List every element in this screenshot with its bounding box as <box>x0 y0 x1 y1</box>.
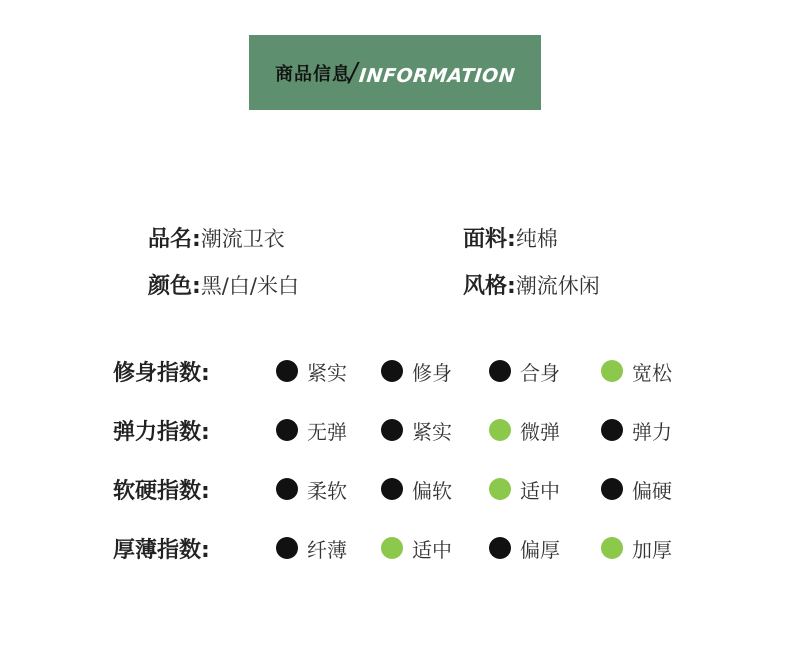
index-option-label: 无弹 <box>307 419 347 444</box>
unselected-dot-icon <box>489 537 511 559</box>
index-row <box>113 356 733 386</box>
index-option-label: 紧实 <box>412 419 452 444</box>
index-option <box>489 357 560 386</box>
index-option-label: 偏厚 <box>520 537 560 562</box>
index-option <box>601 475 672 504</box>
index-row <box>113 474 733 504</box>
selected-dot-icon <box>489 419 511 441</box>
index-option <box>276 416 347 445</box>
unselected-dot-icon <box>381 478 403 500</box>
product-style-label: 风格: <box>463 274 516 299</box>
unselected-dot-icon <box>276 360 298 382</box>
index-option <box>276 534 347 563</box>
product-name-label: 品名: <box>148 227 201 252</box>
index-option-label: 偏软 <box>412 478 452 503</box>
index-label: 软硬指数: <box>113 478 210 504</box>
index-option-label: 宽松 <box>632 360 672 385</box>
index-row <box>113 533 733 563</box>
index-option-label: 弹力 <box>632 419 672 444</box>
selected-dot-icon <box>381 537 403 559</box>
index-option <box>489 475 560 504</box>
index-option <box>381 534 452 563</box>
unselected-dot-icon <box>601 419 623 441</box>
index-row <box>113 415 733 445</box>
index-option <box>276 357 347 386</box>
unselected-dot-icon <box>489 360 511 382</box>
unselected-dot-icon <box>601 478 623 500</box>
selected-dot-icon <box>601 537 623 559</box>
index-option <box>601 534 672 563</box>
index-option-label: 微弹 <box>520 419 560 444</box>
index-option <box>489 416 560 445</box>
index-option <box>489 534 560 563</box>
product-color <box>148 271 299 302</box>
unselected-dot-icon <box>381 419 403 441</box>
selected-dot-icon <box>601 360 623 382</box>
index-label: 弹力指数: <box>113 419 210 445</box>
product-style <box>463 271 600 302</box>
product-fabric-value: 纯棉 <box>515 227 558 251</box>
index-option-label: 紧实 <box>307 360 347 385</box>
product-style-value: 潮流休闲 <box>515 274 600 298</box>
index-label: 修身指数: <box>113 360 210 386</box>
index-option-label: 适中 <box>520 478 560 503</box>
unselected-dot-icon <box>276 419 298 441</box>
banner-title-en: INFORMATION <box>357 64 517 87</box>
index-option <box>601 357 672 386</box>
index-option <box>601 416 672 445</box>
banner-slash: / <box>346 57 361 88</box>
product-color-label: 颜色: <box>148 274 201 299</box>
index-option-label: 柔软 <box>307 478 347 503</box>
index-option-label: 修身 <box>412 360 452 385</box>
index-option-label: 偏硬 <box>632 478 672 503</box>
index-option-label: 合身 <box>520 360 560 385</box>
index-option-label: 加厚 <box>632 537 672 562</box>
index-option-label: 适中 <box>412 537 452 562</box>
product-name-value: 潮流卫衣 <box>200 227 285 251</box>
info-banner <box>249 35 541 110</box>
product-fabric-label: 面料: <box>463 227 516 252</box>
index-option <box>381 475 452 504</box>
index-option <box>276 475 347 504</box>
index-label: 厚薄指数: <box>113 537 210 563</box>
product-fabric <box>463 224 558 255</box>
index-option <box>381 416 452 445</box>
unselected-dot-icon <box>381 360 403 382</box>
banner-title-cn: 商品信息 <box>275 63 352 85</box>
unselected-dot-icon <box>276 537 298 559</box>
unselected-dot-icon <box>276 478 298 500</box>
index-option <box>381 357 452 386</box>
index-option-label: 纤薄 <box>307 537 347 562</box>
product-color-value: 黑/白/米白 <box>200 274 299 298</box>
product-name <box>148 224 285 255</box>
selected-dot-icon <box>489 478 511 500</box>
